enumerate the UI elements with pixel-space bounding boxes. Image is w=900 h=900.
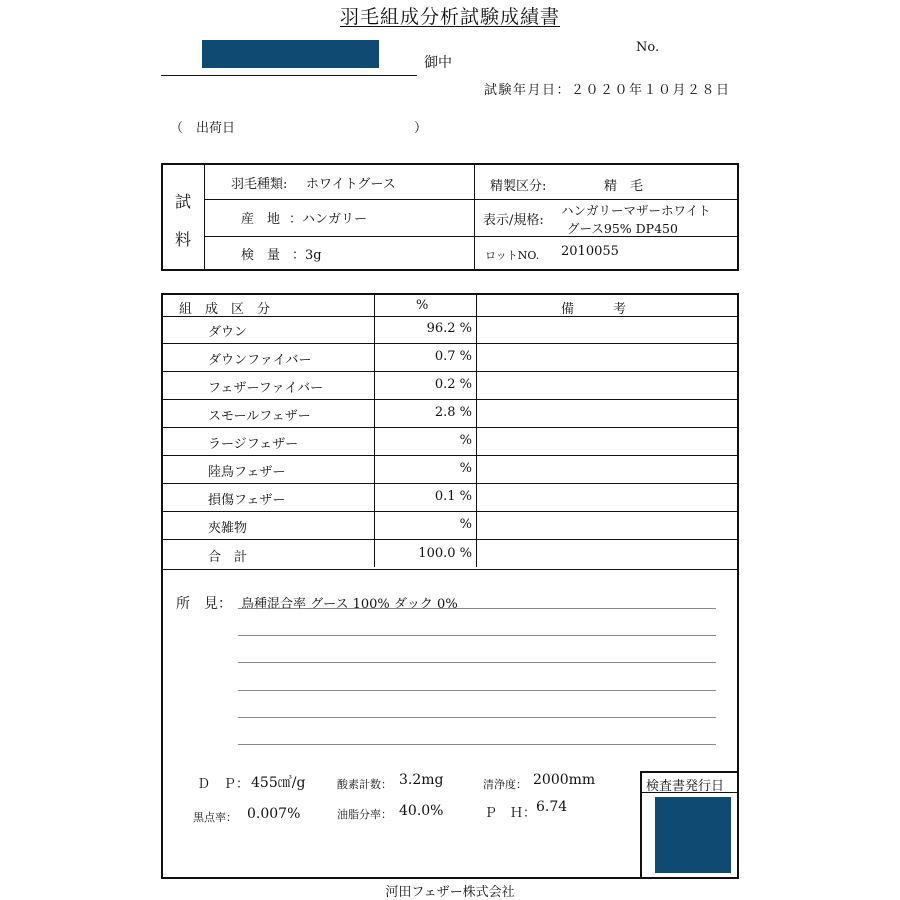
oil-label: 油脂分率：	[337, 808, 392, 821]
table-divider	[374, 295, 375, 567]
row-value: %	[459, 517, 472, 532]
redacted-issue-date	[655, 797, 731, 873]
cleanliness-value: 2000mm	[533, 772, 596, 788]
row-value: %	[459, 461, 472, 476]
sample-side-label: 試	[175, 192, 192, 211]
row-value: %	[459, 433, 472, 448]
sample-divider	[204, 165, 205, 269]
row-line	[163, 399, 476, 400]
company-name: 河田フェザー株式会社	[385, 885, 515, 900]
row-label: フェザーファイバー	[208, 381, 324, 396]
observation-line	[238, 608, 716, 609]
header-remarks: 備 考	[561, 302, 627, 317]
observation-line	[238, 744, 716, 745]
header-item: 組 成 区 分	[179, 302, 271, 317]
row-line	[163, 539, 476, 540]
issue-date-label: 検査書発行日	[646, 779, 725, 794]
observation-line	[238, 662, 716, 663]
row-label: 合 計	[208, 550, 248, 565]
display-value: ハンガリーマザーホワイト	[561, 203, 711, 218]
row-line	[163, 343, 476, 344]
document-title: 羽毛組成分析試験成績書	[339, 6, 560, 28]
remark-line	[476, 399, 737, 400]
row-label: ダウン	[208, 325, 248, 340]
oxygen-label: 酸素計数：	[337, 778, 392, 791]
lot-label: ロットNO.	[485, 249, 540, 262]
weight-label: 検 量	[241, 248, 281, 263]
honorific: 御中	[424, 55, 452, 71]
remark-line	[476, 343, 737, 344]
observation-line	[238, 690, 716, 691]
dp-value: 455㎤/g	[251, 775, 306, 791]
lot-value: 2010055	[561, 244, 619, 259]
row-line	[163, 569, 737, 570]
row-value: 0.7 %	[434, 349, 472, 364]
ph-value: 6.74	[536, 799, 568, 815]
row-label: スモールフェザー	[208, 409, 311, 424]
weight-value: ：3g	[292, 248, 322, 263]
recipient-underline	[161, 75, 417, 76]
issue-date-box	[640, 771, 739, 879]
feather-type-label: 羽毛種類:	[231, 177, 288, 192]
display-label: 表示/規格:	[483, 213, 544, 228]
observation-label: 所 見：	[176, 596, 232, 612]
row-line	[163, 427, 476, 428]
origin-label: 産 地	[241, 212, 281, 227]
sample-side-label: 料	[175, 230, 192, 249]
shipping-date-close: ）	[414, 121, 428, 136]
row-value: 0.2 %	[434, 377, 472, 392]
shipping-date-label: （ 出荷日	[170, 121, 236, 136]
observation-text: 鳥種混合率 グース 100% ダック 0%	[241, 597, 458, 612]
refine-label: 精製区分:	[490, 179, 547, 194]
oxygen-value: 3.2mg	[399, 772, 444, 788]
row-label: 損傷フェザー	[208, 493, 286, 508]
remark-line	[476, 371, 737, 372]
sample-divider	[474, 165, 475, 269]
row-line	[163, 483, 476, 484]
row-line	[163, 455, 476, 456]
row-label: 夾雑物	[208, 521, 248, 536]
remark-line	[476, 539, 737, 540]
row-line	[163, 316, 737, 317]
row-value: 100.0 %	[418, 546, 472, 561]
oil-value: 40.0%	[399, 803, 444, 819]
refine-value: 精 毛	[604, 179, 644, 194]
row-label: ダウンファイバー	[208, 353, 312, 368]
row-label: ラージフェザー	[208, 437, 299, 452]
composition-table	[161, 293, 739, 879]
row-value: 0.1 %	[434, 489, 472, 504]
document-number-label: No.	[636, 40, 660, 55]
row-line	[163, 511, 476, 512]
cleanliness-label: 清浄度：	[483, 778, 527, 791]
row-value: 2.8 %	[434, 405, 472, 420]
row-label: 陸鳥フェザー	[208, 465, 286, 480]
remark-line	[476, 483, 737, 484]
black-spot-value: 0.007%	[247, 806, 301, 822]
black-spot-label: 黒点率：	[193, 811, 237, 824]
issue-date-divider	[642, 792, 739, 793]
ph-label: Ｐ Ｈ：	[484, 806, 537, 821]
observation-line	[238, 635, 716, 636]
test-date: 試験年月日：２０２０年１０月２８日	[484, 83, 731, 98]
row-value: 96.2 %	[426, 321, 472, 336]
dp-label: Ｄ Ｐ：	[197, 777, 250, 792]
header-percent: %	[416, 298, 429, 313]
remark-line	[476, 455, 737, 456]
remark-line	[476, 511, 737, 512]
observation-line	[238, 717, 716, 718]
sample-info-box	[161, 163, 739, 271]
redacted-recipient	[202, 40, 379, 68]
origin-value: ：ハンガリー	[289, 212, 368, 227]
table-divider	[476, 295, 477, 567]
display-value: グース95% DP450	[567, 221, 678, 236]
sample-row-line	[204, 199, 737, 200]
remark-line	[476, 427, 737, 428]
row-line	[163, 371, 476, 372]
feather-type-value: ホワイトグース	[306, 177, 396, 192]
